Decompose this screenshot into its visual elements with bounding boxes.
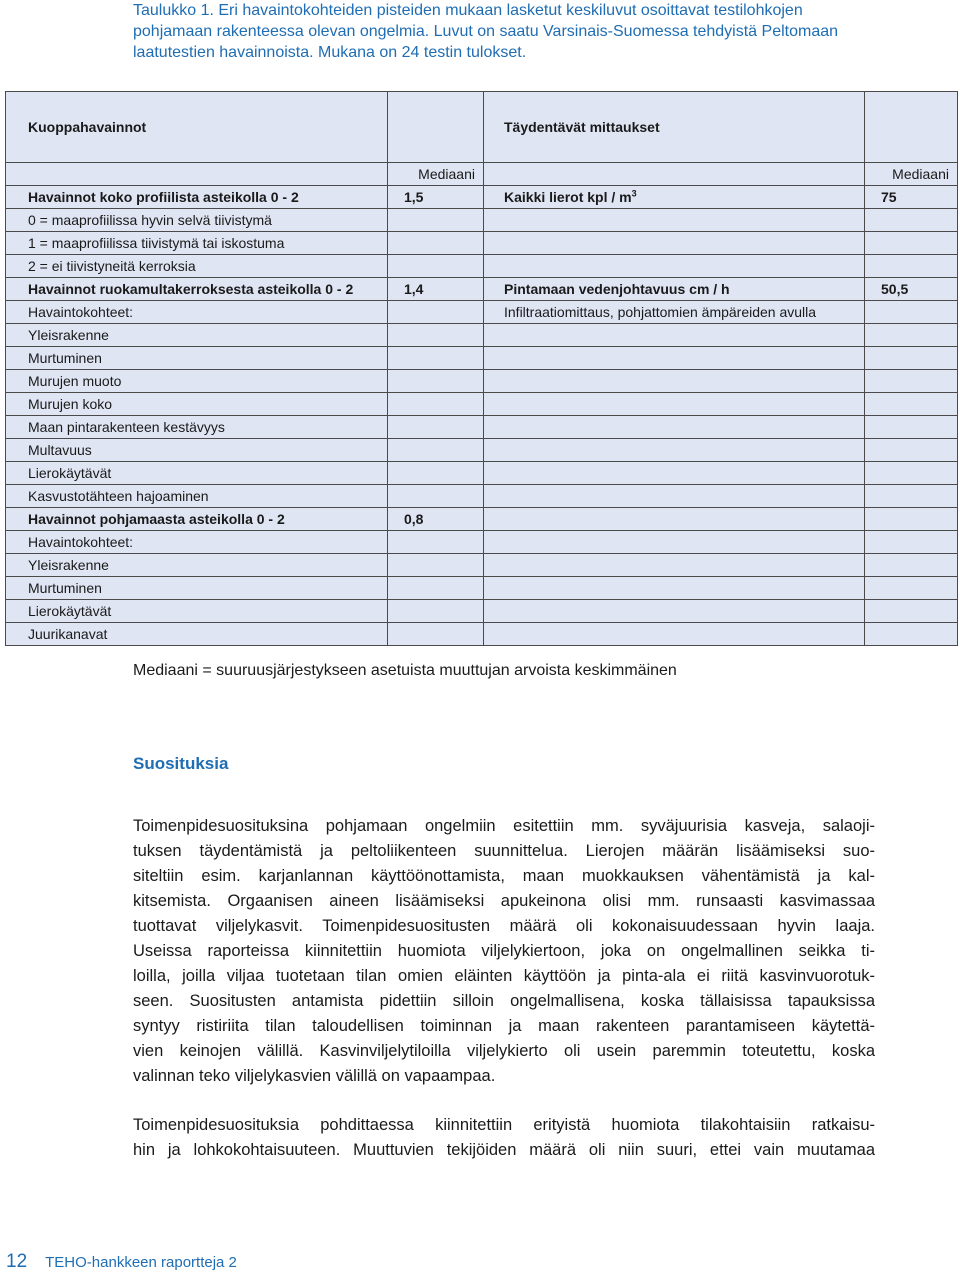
median-label-row: [6, 163, 958, 186]
median-label: Mediaani: [865, 163, 958, 186]
section-heading: Suosituksia: [133, 754, 229, 773]
measurement-label: Pintamaan vedenjohtavuus cm / h: [484, 278, 865, 301]
paragraph-line: syntyy ristiriita tilan taloudellisen toiminnan ja maan rakenteen parantamiseen käytettä-: [133, 1017, 875, 1035]
target-item: Murujen muoto: [6, 370, 388, 393]
table-row: [6, 577, 958, 600]
targets-label: Havaintokohteet:: [6, 531, 388, 554]
scale-item: 2 = ei tiivistyneitä kerroksia: [6, 255, 388, 278]
target-item: Murtuminen: [6, 347, 388, 370]
infiltration-note: Infiltraatiomittaus, pohjattomien ämpäreiden avulla: [484, 301, 865, 324]
scale-item: 1 = maaprofiilissa tiivistymä tai iskostuma: [6, 232, 388, 255]
caption-line: Taulukko 1. Eri havaintokohteiden pisteiden mukaan lasketut keskiluvut osoittavat testilohkojen: [133, 2, 803, 19]
target-item: Yleisrakenne: [6, 554, 388, 577]
target-item: Murujen koko: [6, 393, 388, 416]
table-row: [6, 301, 958, 324]
row-label: Havainnot pohjamaasta asteikolla 0 - 2: [6, 508, 388, 531]
measurement-value: 75: [865, 186, 958, 209]
table-row: [6, 623, 958, 646]
paragraph-line: hin ja lohkokohtaisuuteen. Muuttuvien tekijöiden määrä oli niin suuri, ettei vain muutamaa: [133, 1141, 875, 1159]
paragraph-line: siteltiin esim. karjanlannan käyttöönottamista, maan muokkauksen vähentämistä ja kal-: [133, 867, 875, 885]
median-value: 0,8: [388, 508, 484, 531]
observations-table: [5, 91, 958, 646]
table-row: [6, 462, 958, 485]
target-item: Juurikanavat: [6, 623, 388, 646]
row-label: Havainnot ruokamultakerroksesta asteikolla 0 - 2: [6, 278, 388, 301]
publication-title: TEHO-hankkeen raportteja 2: [45, 1254, 237, 1271]
table-row: [6, 209, 958, 232]
caption-line: laatutestien havainnoista. Mukana on 24 testin tulokset.: [133, 44, 527, 61]
table-row: [6, 370, 958, 393]
table-row: [6, 347, 958, 370]
row-label: Havainnot koko profiilista asteikolla 0 - 2: [6, 186, 388, 209]
paragraph-line: kitsemista. Orgaanisen aineen lisäämiseksi apukeinona olisi mm. runsaasti kasvimassaa: [133, 892, 875, 910]
median-definition: Mediaani = suuruusjärjestykseen asetuista muuttujan arvoista keskimmäinen: [133, 662, 677, 679]
paragraph-line: valinnan teko viljelykasvien välillä on vapaampaa.: [133, 1067, 496, 1085]
table-row: [6, 508, 958, 531]
paragraph-line: vien keinojen välillä. Kasvinviljelytiloilla viljelykierto oli usein paremmin toteutettu, koska: [133, 1042, 875, 1060]
body-paragraph: [133, 814, 875, 1089]
target-item: Lierokäytävät: [6, 462, 388, 485]
paragraph-line: loilla, joilla viljaa tuotetaan tilan omien eläinten käyttöön ja pinta-ala ei riitä kasvinvuorotuk-: [133, 967, 875, 985]
page-footer: [6, 1250, 237, 1275]
body-paragraph: [133, 1113, 875, 1163]
table-header-row: [6, 92, 958, 163]
paragraph-line: seen. Suositusten antamista pidettiin silloin ongelmallisena, koska tällaisissa tapauksissa: [133, 992, 875, 1010]
median-label: Mediaani: [388, 163, 484, 186]
table-row: [6, 416, 958, 439]
table-row: [6, 439, 958, 462]
page-number: 12: [6, 1251, 28, 1272]
paragraph-line: tuksen täydentämistä ja peltoliikenteen suunnittelua. Lierojen määrän lisäämiseksi suo-: [133, 842, 875, 860]
target-item: Multavuus: [6, 439, 388, 462]
target-item: Lierokäytävät: [6, 600, 388, 623]
table-row: [6, 255, 958, 278]
targets-label: Havaintokohteet:: [6, 301, 388, 324]
target-item: Maan pintarakenteen kestävyys: [6, 416, 388, 439]
table-row: [6, 232, 958, 255]
measurement-value: 50,5: [865, 278, 958, 301]
table-row: [6, 393, 958, 416]
table-row: [6, 485, 958, 508]
paragraph-line: Toimenpidesuosituksina pohjamaan ongelmiin esitettiin mm. syväjuurisia kasveja, salaoji-: [133, 817, 875, 835]
paragraph-line: Useissa raporteissa kiinnitettiin huomiota viljelykiertoon, joka on ongelmallinen seikka ti-: [133, 942, 875, 960]
median-value: 1,4: [388, 278, 484, 301]
header-supplementary-measurements: Täydentävät mittaukset: [484, 92, 865, 163]
table-row: [6, 278, 958, 301]
table-row: [6, 186, 958, 209]
scale-item: 0 = maaprofiilissa hyvin selvä tiivistymä: [6, 209, 388, 232]
table-row: [6, 554, 958, 577]
table-row: [6, 531, 958, 554]
target-item: Yleisrakenne: [6, 324, 388, 347]
table-row: [6, 324, 958, 347]
target-item: Kasvustotähteen hajoaminen: [6, 485, 388, 508]
table-row: [6, 600, 958, 623]
caption-line: pohjamaan rakenteessa olevan ongelmia. Luvut on saatu Varsinais-Suomessa tehdyistä Peltomaan: [133, 23, 839, 40]
table-caption: [133, 0, 893, 63]
header-pit-observations: Kuoppahavainnot: [6, 92, 388, 163]
median-value: 1,5: [388, 186, 484, 209]
measurement-label: Kaikki lierot kpl / $m^3$: [484, 186, 865, 209]
paragraph-line: tuottavat viljelykasvit. Toimenpidesuositusten määrä oli kokonaisuudessaan hyvin laaja.: [133, 917, 875, 935]
target-item: Murtuminen: [6, 577, 388, 600]
paragraph-line: Toimenpidesuosituksia pohdittaessa kiinnitettiin erityistä huomiota tilakohtaisiin ratkaisu-: [133, 1116, 875, 1134]
